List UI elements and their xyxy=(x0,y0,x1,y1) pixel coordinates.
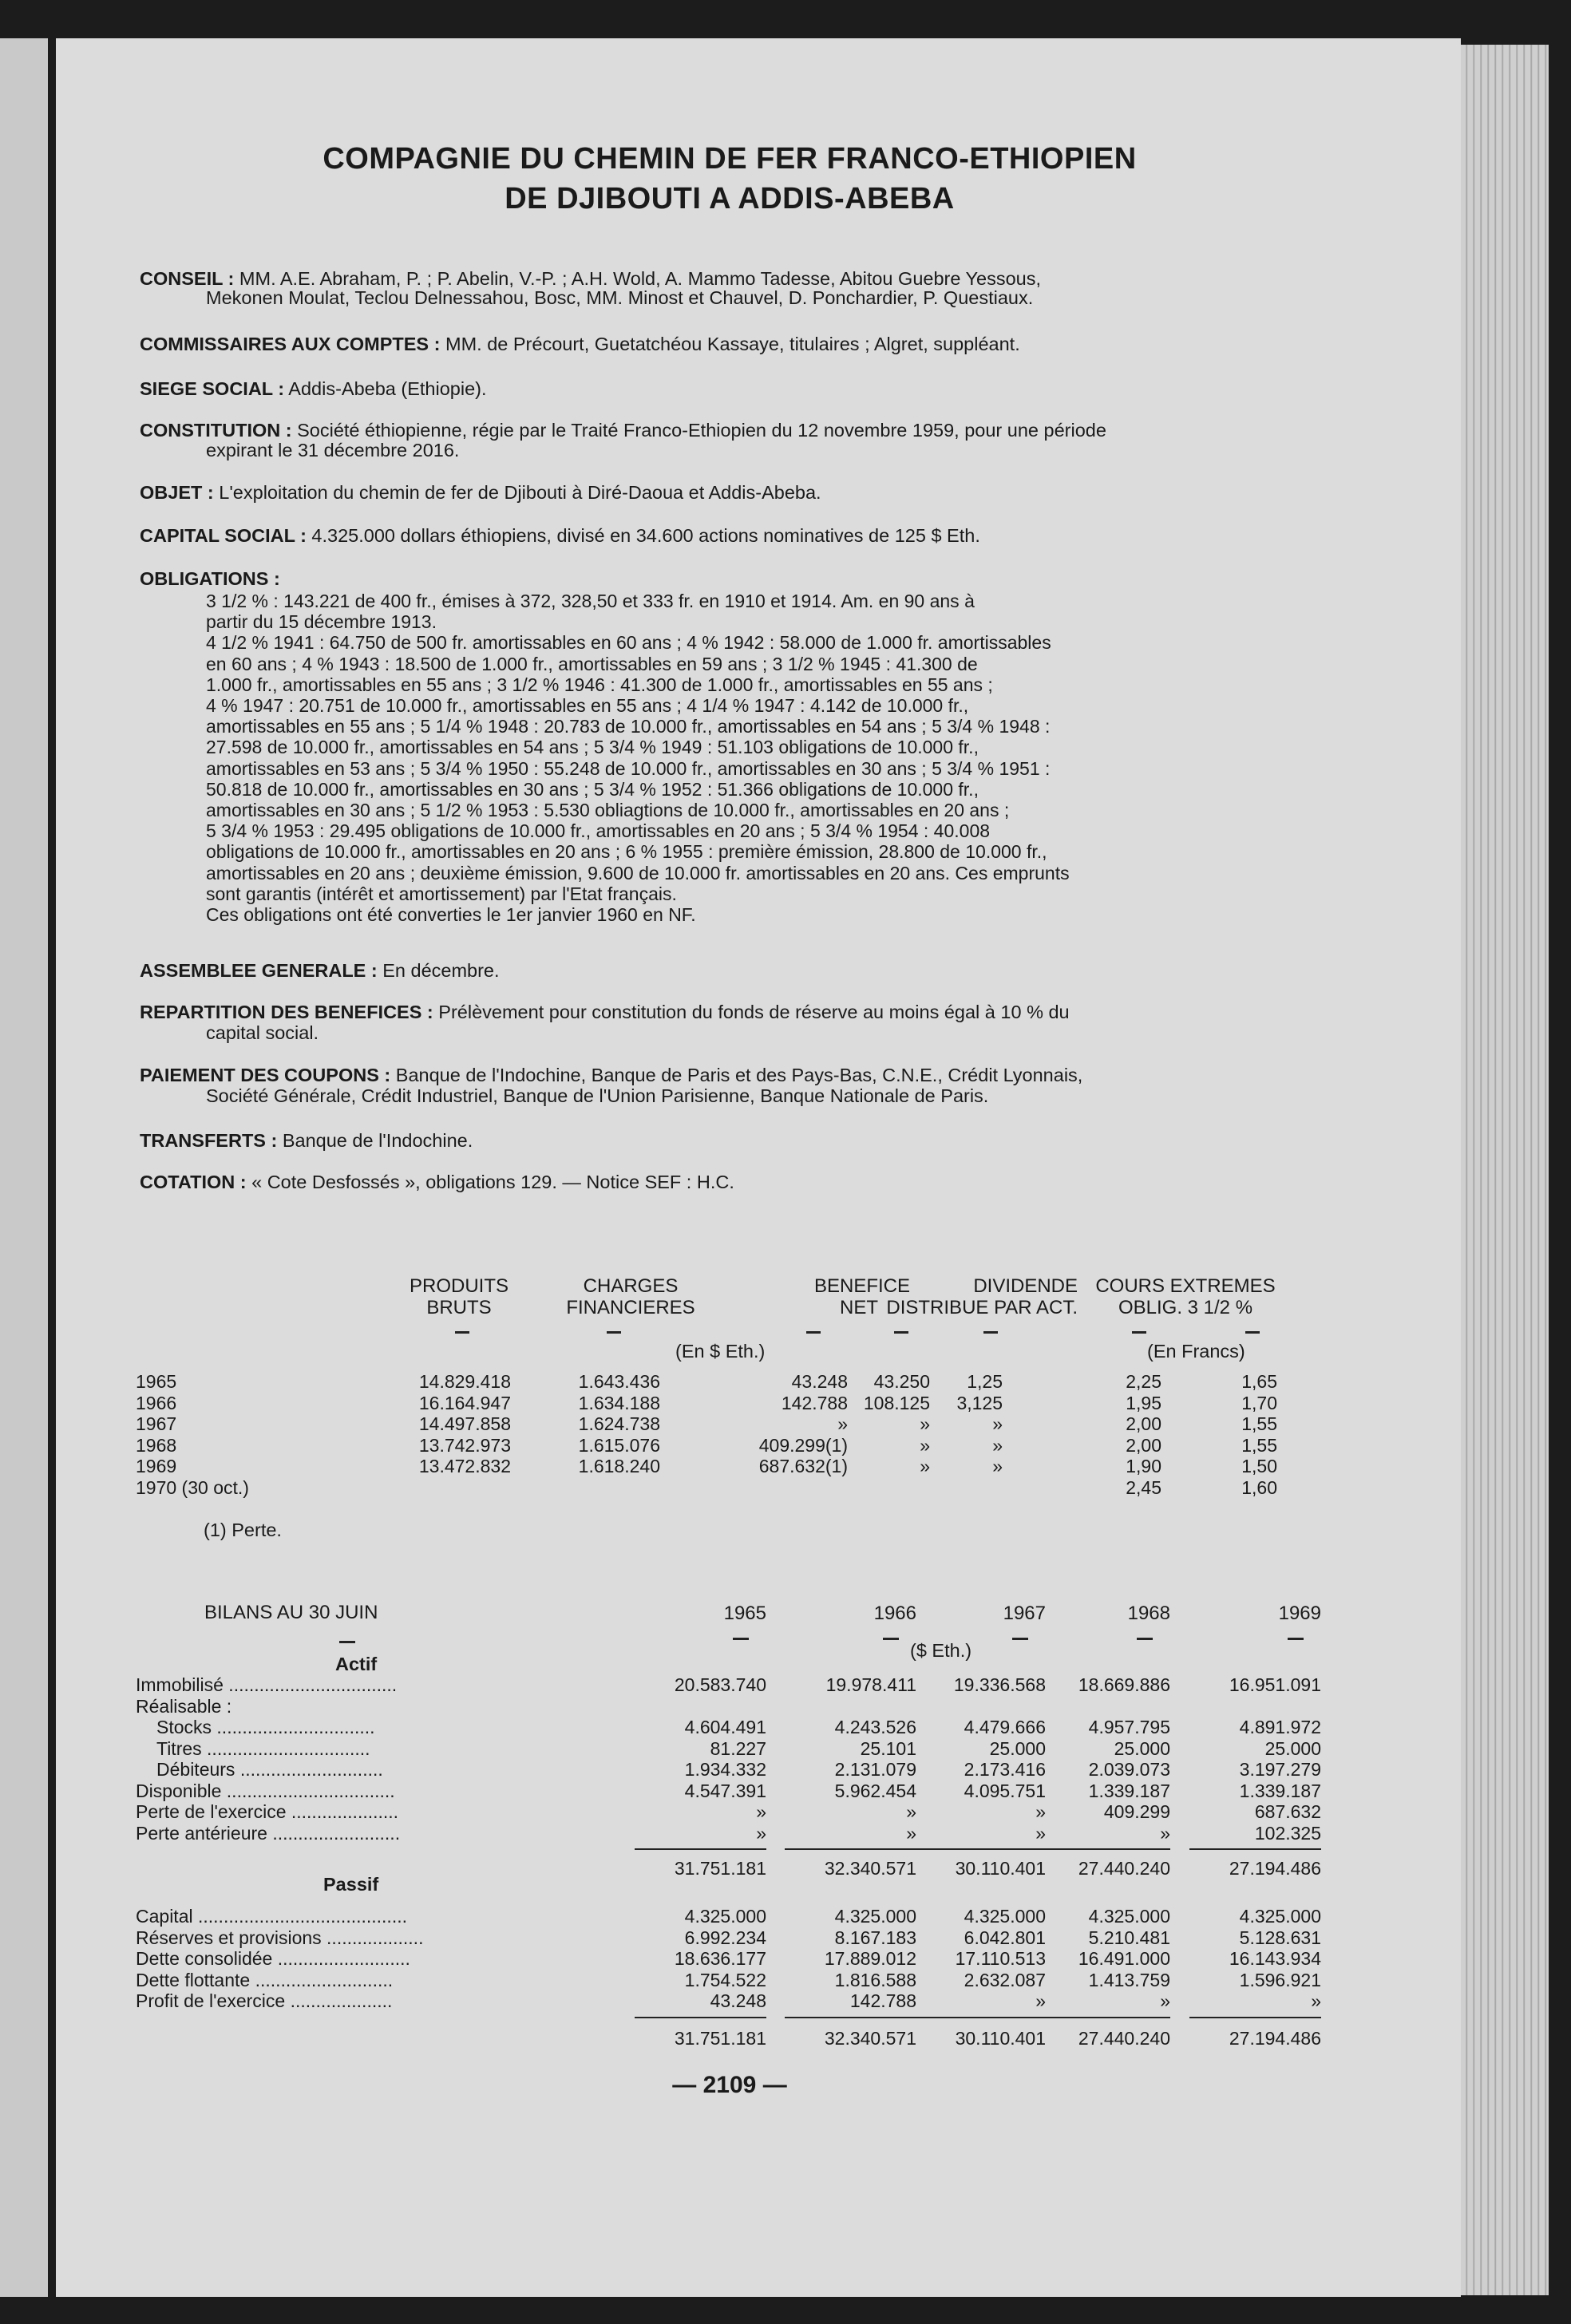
row-label-text: Perte de l'exercice xyxy=(136,1801,287,1822)
row-par-act: » xyxy=(992,1413,1003,1434)
year-header: 1965 xyxy=(723,1603,766,1624)
row-value: 4.604.491 xyxy=(684,1717,766,1737)
row-charges: 1.624.738 xyxy=(578,1413,660,1434)
row-net: 142.788 xyxy=(781,1392,848,1413)
sum-rule xyxy=(785,1848,916,1850)
row-value: 4.325.000 xyxy=(684,1906,766,1927)
row-produits: 14.829.418 xyxy=(418,1371,511,1392)
row-low: 1,60 xyxy=(1241,1476,1277,1498)
year-dash xyxy=(1012,1638,1028,1640)
obligations-line: 4 % 1947 : 20.751 de 10.000 fr., amortissables en 55 ans ; 4 1/4 % 1947 : 4.142 de 10.000 fr., xyxy=(206,695,969,716)
row-label-text: Profit de l'exercice xyxy=(136,1990,286,2011)
row-distribue: 108.125 xyxy=(863,1392,930,1413)
row-distribue: 43.250 xyxy=(873,1371,930,1392)
row-leader-dots: ......................................... xyxy=(192,1906,407,1927)
obligations-line: 50.818 de 10.000 fr., amortissables en 30 ans ; 5 3/4 % 1952 : 51.366 obligations de 10.000 fr., xyxy=(206,778,979,800)
year-dash xyxy=(733,1638,749,1640)
row-value: 102.325 xyxy=(1254,1822,1321,1844)
row-value: 1.934.332 xyxy=(684,1759,766,1780)
row-leader-dots: ................................ xyxy=(201,1737,370,1759)
row-value: 1.339.187 xyxy=(1239,1780,1321,1801)
row-label-text: Réserves et provisions xyxy=(136,1927,322,1948)
row-value: 2.039.073 xyxy=(1088,1759,1170,1780)
row-label xyxy=(136,1990,573,2012)
sum-rule xyxy=(1189,1848,1321,1850)
row-label xyxy=(156,1759,573,1781)
row-label-text: Dette flottante xyxy=(136,1969,251,1990)
page-number: — 2109 — xyxy=(672,2072,787,2098)
paiement-line-1: PAIEMENT DES COUPONS : Banque de l'Indochine, Banque de Paris et des Pays-Bas, C.N.E., Crédit Lyonnais, xyxy=(140,1065,1083,1085)
year-header: 1967 xyxy=(1003,1603,1046,1624)
row-value: » xyxy=(1035,1990,1046,2011)
header-produits: PRODUITS BRUTS xyxy=(409,1275,508,1318)
obligations-line: 27.598 de 10.000 fr., amortissables en 54 ans ; 5 3/4 % 1949 : 51.103 obligations de 10.000 fr., xyxy=(206,737,979,758)
siege-social: SIEGE SOCIAL : Addis-Abeba (Ethiopie). xyxy=(140,378,487,399)
header-dash xyxy=(607,1331,621,1334)
row-value: 687.632 xyxy=(1254,1801,1321,1822)
row-leader-dots: ................................. xyxy=(223,1674,398,1695)
header-dash xyxy=(455,1331,469,1334)
total-value: 30.110.401 xyxy=(955,1858,1046,1879)
row-value: » xyxy=(1035,1822,1046,1844)
row-leader-dots: .......................... xyxy=(272,1948,410,1969)
row-value: 2.632.087 xyxy=(964,1969,1046,1990)
row-par-act: 1,25 xyxy=(967,1371,1003,1392)
total-value: 31.751.181 xyxy=(674,1858,766,1879)
row-value: 6.042.801 xyxy=(964,1927,1046,1948)
row-value: 4.325.000 xyxy=(834,1906,916,1927)
row-net: » xyxy=(837,1413,848,1434)
row-value: 16.491.000 xyxy=(1078,1948,1170,1969)
total-value: 32.340.571 xyxy=(824,2027,916,2049)
row-label xyxy=(156,1717,573,1738)
row-label xyxy=(136,1781,573,1802)
row-value: 1.816.588 xyxy=(834,1969,916,1990)
row-label-text: Disponible xyxy=(136,1780,222,1801)
row-leader-dots: ............................ xyxy=(235,1759,383,1780)
row-net: 409.299(1) xyxy=(758,1434,848,1456)
row-distribue: » xyxy=(920,1413,930,1434)
row-label xyxy=(136,1948,573,1970)
year-dash xyxy=(1137,1638,1153,1640)
row-label-text: Capital xyxy=(136,1906,193,1927)
obligations-line: 1.000 fr., amortissables en 55 ans ; 3 1/2 % 1946 : 41.300 de 1.000 fr., amortissables en 55 ans ; xyxy=(206,674,993,695)
commissaires: COMMISSAIRES AUX COMPTES : MM. de Précourt, Guetatchéou Kassaye, titulaires ; Algret, suppléant. xyxy=(140,334,1020,354)
row-label-text: Perte antérieure xyxy=(136,1822,267,1844)
row-low: 1,65 xyxy=(1241,1371,1277,1392)
row-value: 18.636.177 xyxy=(674,1948,766,1969)
row-value: » xyxy=(906,1801,916,1822)
sum-rule xyxy=(635,1848,766,1850)
obligations-line: amortissables en 30 ans ; 5 1/2 % 1953 : 5.530 obliagtions de 10.000 fr., amortissables en 20 ans ; xyxy=(206,800,1010,820)
header-dash xyxy=(1132,1331,1146,1334)
row-label xyxy=(156,1738,573,1760)
capital-social: CAPITAL SOCIAL : 4.325.000 dollars éthiopiens, divisé en 34.600 actions nominatives de 125 $ Eth. xyxy=(140,525,980,546)
row-value: 4.891.972 xyxy=(1239,1717,1321,1737)
row-value: 4.325.000 xyxy=(1088,1906,1170,1927)
row-value: 409.299 xyxy=(1103,1801,1170,1822)
row-label xyxy=(136,1906,573,1927)
row-leader-dots: ........................... xyxy=(250,1969,394,1990)
row-value: 81.227 xyxy=(710,1737,766,1759)
row-value: 16.951.091 xyxy=(1229,1674,1321,1695)
row-value: 25.101 xyxy=(860,1737,916,1759)
row-value: 18.669.886 xyxy=(1078,1674,1170,1695)
row-value: 25.000 xyxy=(1264,1737,1321,1759)
obligations-line: amortissables en 53 ans ; 5 3/4 % 1950 : 55.248 de 10.000 fr., amortissables en 30 ans ; 5 3/4 % 1951 : xyxy=(206,757,1051,779)
obligations-line: 4 1/2 % 1941 : 64.750 de 500 fr. amortissables en 60 ans ; 4 % 1942 : 58.000 de 1.000 fr. amortissables xyxy=(206,632,1051,654)
row-value: » xyxy=(1311,1990,1321,2011)
row-high: 1,90 xyxy=(1126,1456,1161,1476)
row-value: » xyxy=(1035,1801,1046,1822)
row-year: 1968 xyxy=(136,1434,177,1456)
row-label xyxy=(136,1801,573,1823)
row-low: 1,55 xyxy=(1241,1434,1277,1456)
row-value: 4.325.000 xyxy=(1239,1906,1321,1927)
row-high: 2,00 xyxy=(1126,1413,1161,1434)
row-label-text: Débiteurs xyxy=(156,1759,235,1780)
sum-rule xyxy=(1039,2017,1170,2018)
row-value: » xyxy=(756,1822,766,1844)
row-label-text: Immobilisé xyxy=(136,1674,224,1695)
row-label xyxy=(136,1927,573,1949)
row-net: 43.248 xyxy=(791,1371,848,1392)
total-value: 32.340.571 xyxy=(824,1858,916,1879)
row-label-text: Dette consolidée xyxy=(136,1948,273,1969)
total-value: 27.440.240 xyxy=(1078,1858,1170,1879)
row-low: 1,70 xyxy=(1241,1392,1277,1413)
unit-francs: (En Francs) xyxy=(1147,1341,1245,1362)
repartition-line-2: capital social. xyxy=(206,1022,319,1043)
paiement-line-2: Société Générale, Crédit Industriel, Banque de l'Union Parisienne, Banque Nationale de Paris. xyxy=(206,1085,989,1106)
year-dash xyxy=(883,1638,899,1640)
row-leader-dots: ......................... xyxy=(267,1822,401,1844)
row-leader-dots: ..................... xyxy=(286,1801,399,1822)
row-low: 1,50 xyxy=(1241,1456,1277,1476)
row-par-act: 3,125 xyxy=(956,1392,1003,1413)
row-label-text: Stocks xyxy=(156,1717,212,1737)
row-year: 1966 xyxy=(136,1392,177,1413)
header-benefice: BENEFICE NET xyxy=(813,1275,910,1318)
header-dash xyxy=(983,1331,998,1334)
obligations-line: 5 3/4 % 1953 : 29.495 obligations de 10.000 fr., amortissables en 20 ans ; 5 3/4 % 1954 : 40.008 xyxy=(206,820,991,842)
total-value: 30.110.401 xyxy=(955,2027,1046,2049)
row-value: 1.754.522 xyxy=(684,1969,766,1990)
conseil-line-2: Mekonen Moulat, Teclou Delnessahou, Bosc, MM. Minost et Chauvel, D. Ponchardier, P. Questiaux. xyxy=(206,287,1034,308)
cotation: COTATION : « Cote Desfossés », obligations 129. — Notice SEF : H.C. xyxy=(140,1172,734,1192)
obligations-label: OBLIGATIONS : xyxy=(140,568,280,589)
header-charges: CHARGES FINANCIERES xyxy=(566,1275,695,1318)
row-value: 4.479.666 xyxy=(964,1717,1046,1737)
sum-rule xyxy=(785,2017,916,2018)
obligations-line: en 60 ans ; 4 % 1943 : 18.500 de 1.000 fr., amortissables en 59 ans ; 3 1/2 % 1945 : 41.300 de xyxy=(206,653,978,674)
obligations-line: Ces obligations ont été converties le 1er janvier 1960 en NF. xyxy=(206,904,696,925)
row-leader-dots: ................... xyxy=(321,1927,424,1948)
row-value: 4.095.751 xyxy=(964,1780,1046,1801)
transferts: TRANSFERTS : Banque de l'Indochine. xyxy=(140,1130,473,1151)
row-low: 1,55 xyxy=(1241,1413,1277,1434)
row-charges: 1.615.076 xyxy=(578,1434,660,1456)
total-value: 27.194.486 xyxy=(1229,1858,1321,1879)
row-value: » xyxy=(1160,1822,1170,1844)
sum-rule xyxy=(914,1848,1046,1850)
row-value: » xyxy=(1160,1990,1170,2011)
row-year: 1965 xyxy=(136,1371,177,1392)
header-dividende: DIVIDENDE DISTRIBUE PAR ACT. xyxy=(886,1275,1078,1318)
sum-rule xyxy=(635,2017,766,2018)
year-header: 1968 xyxy=(1127,1603,1170,1624)
row-label xyxy=(136,1674,573,1696)
row-value: 2.131.079 xyxy=(834,1759,916,1780)
row-high: 2,45 xyxy=(1126,1476,1161,1498)
bilans-unit: ($ Eth.) xyxy=(910,1640,972,1661)
row-value: 2.173.416 xyxy=(964,1759,1046,1780)
row-value: 6.992.234 xyxy=(684,1927,766,1948)
row-high: 2,00 xyxy=(1126,1434,1161,1456)
row-value: 4.547.391 xyxy=(684,1780,766,1801)
row-par-act: » xyxy=(992,1456,1003,1476)
total-value: 27.194.486 xyxy=(1229,2027,1321,2049)
row-charges: 1.634.188 xyxy=(578,1392,660,1413)
row-value: 17.889.012 xyxy=(824,1948,916,1969)
row-year: 1970 (30 oct.) xyxy=(136,1476,249,1498)
row-produits: 13.742.973 xyxy=(418,1434,511,1456)
row-produits: 16.164.947 xyxy=(418,1392,511,1413)
year-dash xyxy=(1288,1638,1304,1640)
row-value: » xyxy=(906,1822,916,1844)
row-label-text: Titres xyxy=(156,1737,202,1759)
row-value: 25.000 xyxy=(989,1737,1046,1759)
row-value: 43.248 xyxy=(710,1990,766,2011)
row-distribue: » xyxy=(920,1434,930,1456)
row-par-act: » xyxy=(992,1434,1003,1456)
row-produits: 13.472.832 xyxy=(418,1456,511,1476)
row-label xyxy=(136,1823,573,1844)
total-value: 27.440.240 xyxy=(1078,2027,1170,2049)
header-dash xyxy=(806,1331,821,1334)
repartition-line-1: REPARTITION DES BENEFICES : Prélèvement pour constitution du fonds de réserve au moins égal à 10 % du xyxy=(140,1002,1070,1022)
row-value: 1.339.187 xyxy=(1088,1780,1170,1801)
row-year: 1967 xyxy=(136,1413,177,1434)
objet: OBJET : L'exploitation du chemin de fer de Djibouti à Diré-Daoua et Addis-Abeba. xyxy=(140,482,821,503)
title-line-2: DE DJIBOUTI A ADDIS-ABEBA xyxy=(505,182,955,215)
row-produits: 14.497.858 xyxy=(418,1413,511,1434)
row-value: 3.197.279 xyxy=(1239,1759,1321,1780)
row-high: 2,25 xyxy=(1126,1371,1161,1392)
sum-rule xyxy=(1039,1848,1170,1850)
page-stack-edge xyxy=(1461,45,1549,2295)
unit-eth: (En $ Eth.) xyxy=(675,1341,766,1362)
row-value: 17.110.513 xyxy=(955,1948,1046,1969)
adjacent-page-edge xyxy=(0,38,48,2297)
obligations-line: partir du 15 décembre 1913. xyxy=(206,611,437,633)
actif-label: Actif xyxy=(335,1654,378,1674)
year-header: 1966 xyxy=(873,1603,916,1624)
constitution-line-2: expirant le 31 décembre 2016. xyxy=(206,440,460,460)
title-dash xyxy=(339,1641,355,1643)
header-dash xyxy=(894,1331,908,1334)
row-value: 16.143.934 xyxy=(1229,1948,1321,1969)
row-value: 25.000 xyxy=(1114,1737,1170,1759)
row-value: 4.957.795 xyxy=(1088,1717,1170,1737)
obligations-line: obligations de 10.000 fr., amortissables en 20 ans ; 6 % 1955 : première émission, 28.800 de 10.000 fr., xyxy=(206,841,1047,863)
row-value: 8.167.183 xyxy=(834,1927,916,1948)
row-year: 1969 xyxy=(136,1456,177,1476)
row-charges: 1.618.240 xyxy=(578,1456,660,1476)
row-charges: 1.643.436 xyxy=(578,1371,660,1392)
obligations-line: sont garantis (intérêt et amortissement) par l'Etat français. xyxy=(206,883,677,904)
row-net: 687.632(1) xyxy=(758,1456,848,1476)
assemblee-generale: ASSEMBLEE GENERALE : En décembre. xyxy=(140,960,500,981)
header-dash xyxy=(1245,1331,1260,1334)
row-value: 142.788 xyxy=(849,1990,916,2011)
row-label-text: Réalisable : xyxy=(136,1695,232,1717)
row-value: 5.962.454 xyxy=(834,1780,916,1801)
row-value: » xyxy=(756,1801,766,1822)
row-value: 1.413.759 xyxy=(1088,1969,1170,1990)
row-distribue: » xyxy=(920,1456,930,1476)
title-line-1: COMPAGNIE DU CHEMIN DE FER FRANCO-ETHIOPIEN xyxy=(323,142,1137,176)
obligations-line: amortissables en 55 ans ; 5 1/4 % 1948 : 20.783 de 10.000 fr., amortissables en 54 ans ; 5 3/4 % 1948 : xyxy=(206,716,1051,737)
row-value: 5.210.481 xyxy=(1088,1927,1170,1948)
row-value: 4.243.526 xyxy=(834,1717,916,1737)
sum-rule xyxy=(1189,2017,1321,2018)
bilans-title: BILANS AU 30 JUIN xyxy=(204,1602,378,1623)
constitution-line-1: CONSTITUTION : Société éthiopienne, régie par le Traité Franco-Ethiopien du 12 novembre 1959, pour une période xyxy=(140,420,1106,441)
row-value: 20.583.740 xyxy=(674,1674,766,1695)
conseil-line-1: CONSEIL : MM. A.E. Abraham, P. ; P. Abelin, V.-P. ; A.H. Wold, A. Mammo Tadesse, Abitou Guebre Yessous, xyxy=(140,268,1042,289)
row-leader-dots: ................................. xyxy=(221,1780,395,1801)
row-leader-dots: ............................... xyxy=(212,1717,375,1737)
year-header: 1969 xyxy=(1278,1603,1321,1624)
passif-label: Passif xyxy=(323,1874,379,1895)
row-value: 19.336.568 xyxy=(953,1674,1046,1695)
row-value: 19.978.411 xyxy=(825,1674,916,1695)
sum-rule xyxy=(914,2017,1046,2018)
row-value: 5.128.631 xyxy=(1239,1927,1321,1948)
header-cours: COURS EXTREMES OBLIG. 3 1/2 % xyxy=(1095,1275,1276,1318)
row-leader-dots: .................... xyxy=(285,1990,393,2011)
obligations-line: amortissables en 20 ans ; deuxième émission, 9.600 de 10.000 fr. amortissables en 20 ans. Ces emprunts xyxy=(206,862,1070,883)
row-label xyxy=(136,1970,573,1991)
row-value: 1.596.921 xyxy=(1239,1969,1321,1990)
row-value: 4.325.000 xyxy=(964,1906,1046,1927)
obligations-line: 3 1/2 % : 143.221 de 400 fr., émises à 372, 328,50 et 333 fr. en 1910 et 1914. Am. en 90 ans à xyxy=(206,591,975,611)
row-high: 1,95 xyxy=(1126,1392,1161,1413)
row-label xyxy=(136,1696,573,1717)
footnote: (1) Perte. xyxy=(204,1520,282,1540)
total-value: 31.751.181 xyxy=(674,2027,766,2049)
